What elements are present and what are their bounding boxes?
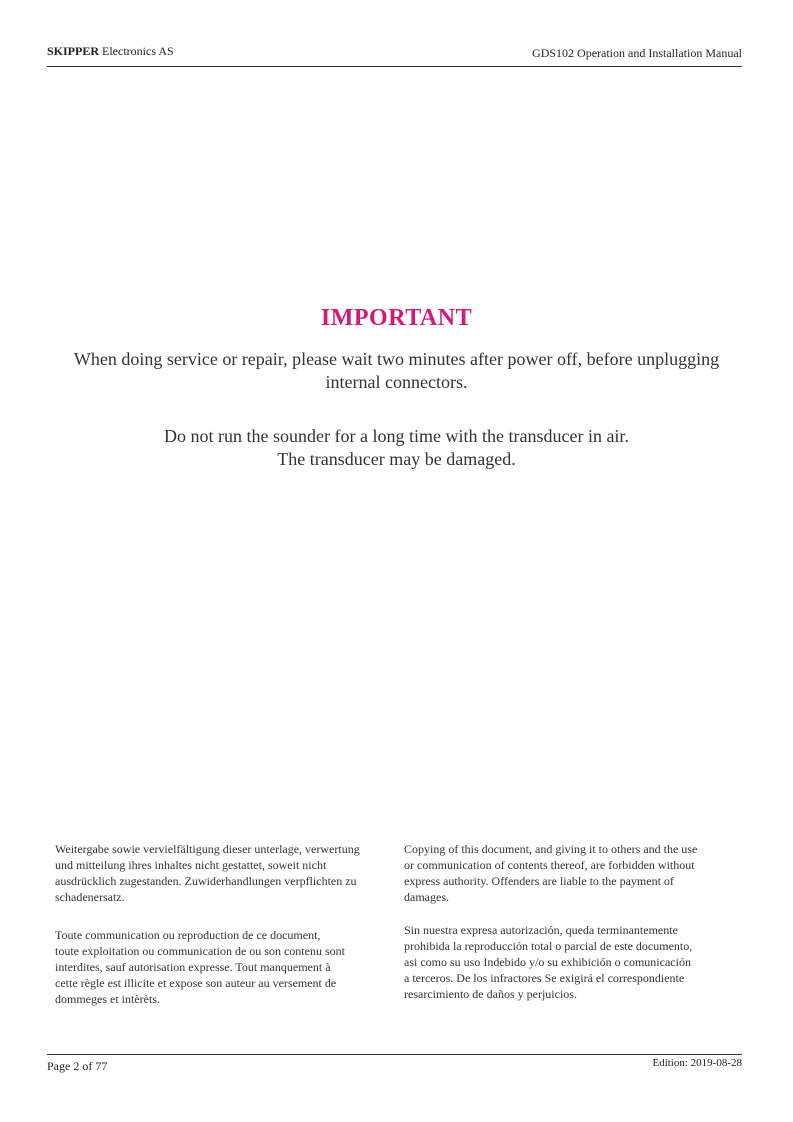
edition-date: Edition: 2019-08-28 (652, 1057, 742, 1069)
legal-line: schadenersatz. (55, 890, 125, 904)
legal-line: cette règle est illicite et expose son auteur au versement de (55, 976, 337, 990)
legal-notice-spanish (404, 922, 692, 1002)
page-number: Page 2 of 77 (47, 1059, 108, 1073)
transducer-notice (40, 425, 753, 471)
legal-notice-french (55, 927, 345, 1007)
legal-line: Toute communication ou reproduction de ce document, (55, 928, 321, 942)
legal-line: a terceros. De los infractores Se exigirá el correspondiente (404, 971, 685, 985)
transducer-notice-line: The transducer may be damaged. (277, 449, 516, 469)
transducer-notice-line: Do not run the sounder for a long time with the transducer in air. (164, 426, 629, 446)
legal-line: toute exploitation ou communication de ou son contenu sont (55, 944, 345, 958)
legal-line: express authority. Offenders are liable to the payment of (404, 874, 674, 888)
service-notice-line: When doing service or repair, please wait two minutes after power off, before unplugging (73, 349, 720, 369)
company-name (47, 44, 174, 59)
legal-line: resarcimiento de daños y perjuicios. (404, 987, 577, 1001)
service-notice (40, 348, 753, 394)
service-notice-line: internal connectors. (325, 372, 468, 392)
legal-line: or communication of contents thereof, are forbidden without (404, 858, 695, 872)
legal-line: prohibida la reproducción total o parcial de este documento, (404, 939, 693, 953)
manual-title: GDS102 Operation and Installation Manual (532, 46, 742, 60)
company-name-rest: Electronics AS (99, 44, 174, 58)
legal-line: und mitteilung ihres inhaltes nicht gestattet, soweit nicht (55, 858, 327, 872)
legal-notice-german (55, 841, 360, 905)
legal-line: Copying of this document, and giving it to others and the use (404, 842, 698, 856)
page-header (47, 44, 742, 67)
legal-line: interdites, sauf autorisation expresse. Tout manquement à (55, 960, 331, 974)
legal-line: dommeges et intèrèts. (55, 992, 160, 1006)
page-footer (47, 1054, 742, 1075)
important-heading: IMPORTANT (320, 305, 473, 331)
legal-line: damages. (404, 890, 449, 904)
legal-notice-english (404, 841, 697, 905)
legal-line: ausdrücklich zugestanden. Zuwiderhandlungen verpflichten zu (55, 874, 357, 888)
legal-line: Weitergabe sowie vervielfältigung dieser unterlage, verwertung (55, 842, 360, 856)
company-brand: SKIPPER (47, 44, 100, 58)
legal-line: asi como su uso Indebido y/o su exhibición o comunicación (404, 955, 691, 969)
legal-line: Sin nuestra expresa autorización, queda terminantemente (404, 923, 678, 937)
